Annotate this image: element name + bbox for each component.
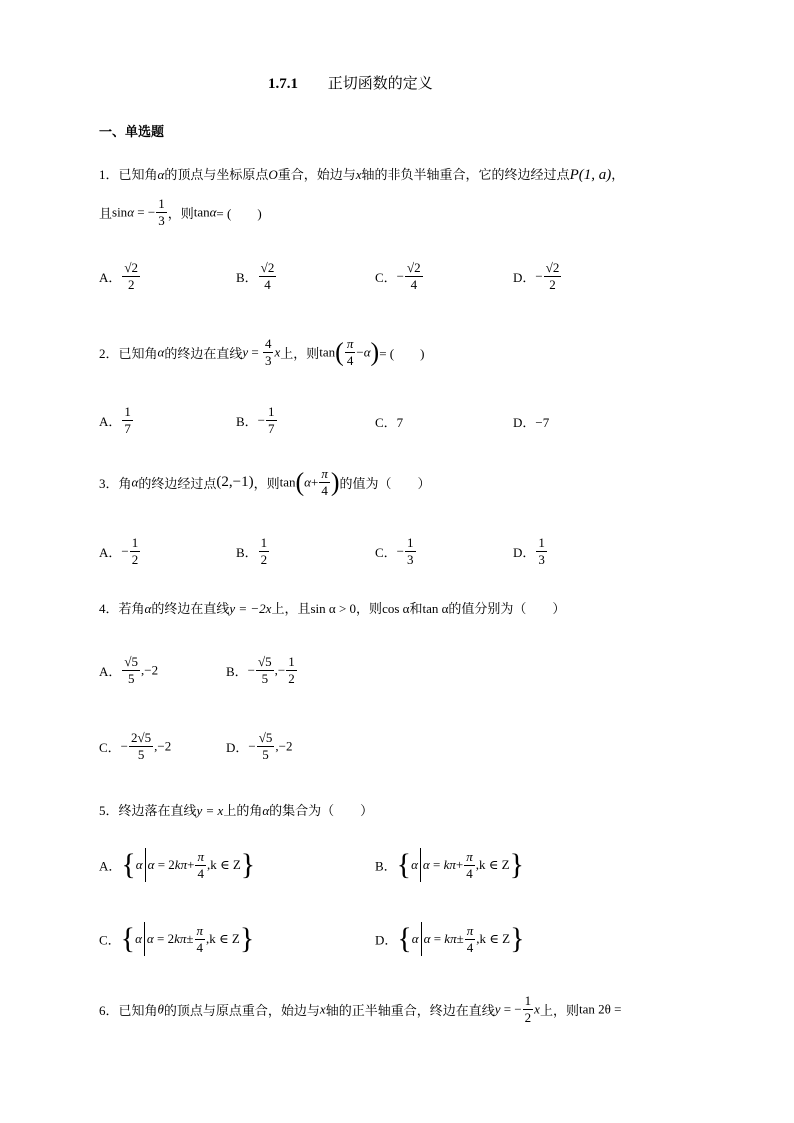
option-3b[interactable]: B． $\frac{1}{2}$ (236, 535, 268, 567)
section-heading: 一、单选题 (99, 124, 165, 139)
page-title (268, 72, 433, 93)
option-2d[interactable]: D．−7 (513, 415, 550, 430)
option-4d[interactable]: D．− $\frac{√5}{5}$ ,−2 (226, 730, 293, 762)
title-text: 正切函数的定义 (327, 76, 433, 92)
option-2a[interactable]: A． $\frac{1}{7}$ (99, 404, 131, 436)
option-1d[interactable]: D．− $\frac{√2}{2}$ (513, 260, 560, 292)
option-3a[interactable]: A．− $\frac{1}{2}$ (99, 535, 139, 567)
option-1c[interactable]: C．− $\frac{√2}{4}$ (375, 260, 421, 292)
option-5d[interactable]: D．{α α = kπ± $\frac{\pi}{4}$ ,k ∈ Z} (375, 922, 525, 955)
option-3c[interactable]: C．− $\frac{1}{3}$ (375, 535, 414, 567)
option-4b[interactable]: B．− $\frac{√5}{5}$ ,− $\frac{1}{2}$ (226, 654, 295, 686)
question-2: 2．已知角α的终边在直线y = $\frac{4}{3}$ x上，则tan( $\frac{\pi}{4}$ −α)= ( ) (99, 336, 425, 368)
question-6: 6．已知角θ的顶点与原点重合，始边与x轴的正半轴重合，终边在直线y = − $\frac{1}{2}$ x上，则tan 2θ = (99, 993, 622, 1025)
question-3: 3．角α的终边经过点(2,−1)，则tan(α+ $\frac{\pi}{4}$ )的值为（ ） (99, 466, 431, 498)
option-4a[interactable]: A． $\frac{√5}{5}$ ,−2 (99, 654, 159, 686)
option-5b[interactable]: B．{α α = kπ+ $\frac{\pi}{4}$ ,k ∈ Z} (375, 848, 524, 881)
option-2b[interactable]: B．− $\frac{1}{7}$ (236, 404, 275, 436)
option-3d[interactable]: D． $\frac{1}{3}$ (513, 535, 545, 567)
question-4: 4．若角α的终边在直线y = −2x上，且sin α > 0，则cos α和tan α的值分别为（ ） (99, 601, 566, 616)
option-5c[interactable]: C．{α α = 2kπ± $\frac{\pi}{4}$ ,k ∈ Z} (99, 922, 255, 955)
option-4c[interactable]: C．− $\frac{2√5}{5}$ ,−2 (99, 730, 172, 762)
option-1a[interactable]: A． $\frac{√2}{2}$ (99, 260, 139, 292)
section-number: 1.7.1 (268, 76, 298, 92)
question-5: 5．终边落在直线y = x上的角α的集合为（ ） (99, 803, 374, 818)
option-5a[interactable]: A．{α α = 2kπ+ $\frac{\pi}{4}$ ,k ∈ Z} (99, 848, 256, 881)
question-1-line2: 且sinα = − $\frac{1}{3}$ ，则tanα= ( ) (99, 196, 262, 228)
option-1b[interactable]: B． $\frac{√2}{4}$ (236, 260, 275, 292)
option-2c[interactable]: C．7 (375, 415, 404, 430)
question-1-line1: 1．已知角α的顶点与坐标原点O重合，始边与x轴的非负半轴重合，它的终边经过点P(1, a)， (99, 167, 625, 183)
